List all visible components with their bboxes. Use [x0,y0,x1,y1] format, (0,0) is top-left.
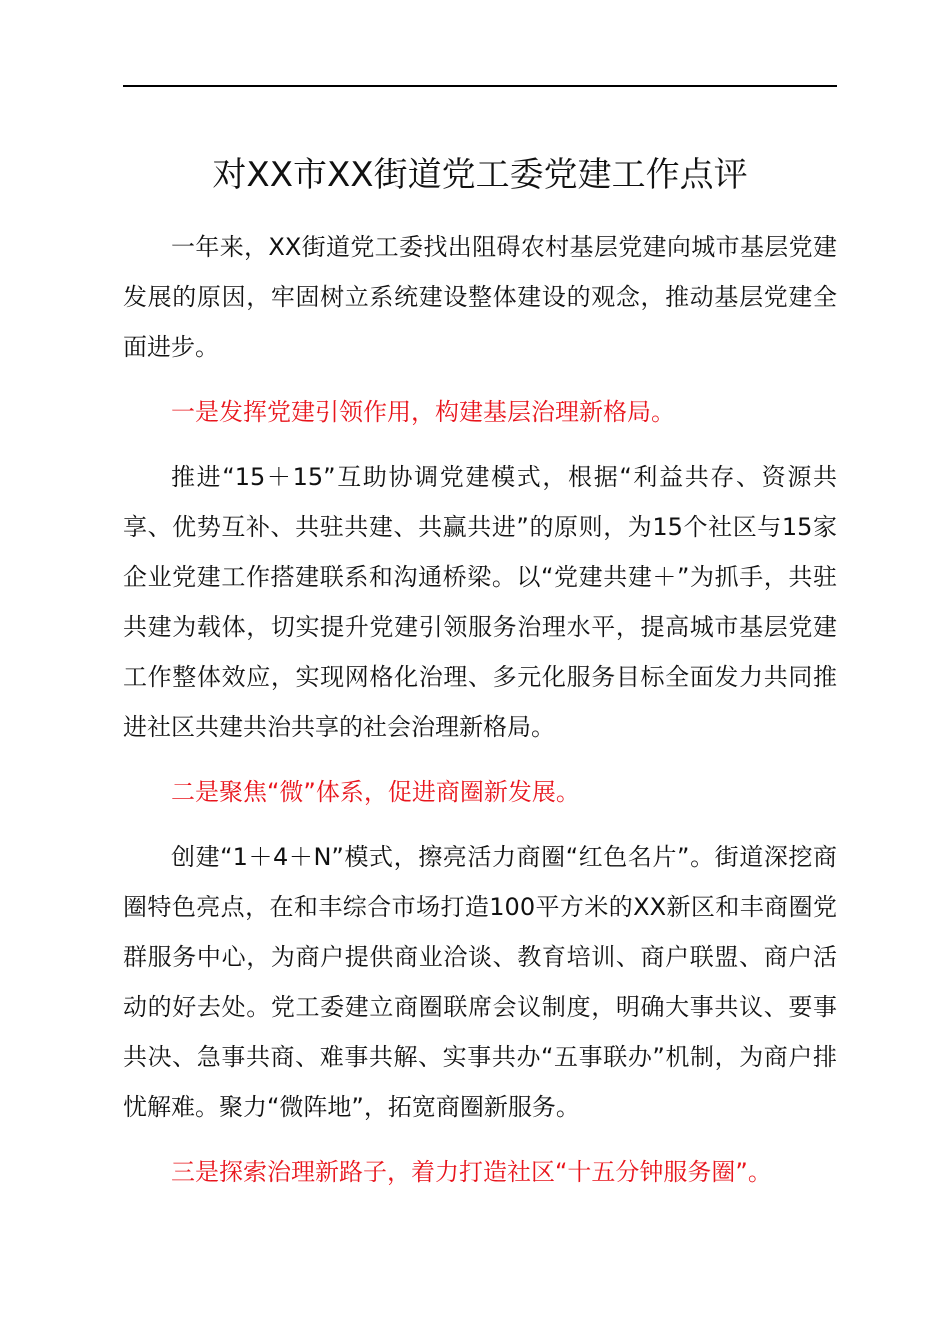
paragraph-intro: 一年来，XX街道党工委找出阻碍农村基层党建向城市基层党建发展的原因，牢固树立系统建设整体建设的观念，推动基层党建全面进步。 [123,233,837,361]
paragraph-section-2: 创建“1＋4＋N”模式，擦亮活力商圈“红色名片”。街道深挖商圈特色亮点，在和丰综合市场打造100平方米的XX新区和丰商圈党群服务中心，为商户提供商业洽谈、教育培训、商户联盟、商户活动的好去处。党工委建立商圈联席会议制度，明确大事共议、要事共决、急事共商、难事共解、实事共办“五事联办”机制，为商户排忧解难。聚力“微阵地”，拓宽商圈新服务。 [123,843,837,1121]
section-heading-1: 一是发挥党建引领作用，构建基层治理新格局。 [171,398,675,426]
document-title: 对XX市XX街道党工委党建工作点评 [212,155,748,195]
document-body [123,222,837,1197]
section-heading-3: 三是探索治理新路子，着力打造社区“十五分钟服务圈”。 [171,1158,772,1186]
header-rule [123,85,837,87]
section-heading-2: 二是聚焦“微”体系，促进商圈新发展。 [171,778,580,806]
paragraph-section-1: 推进“15＋15”互助协调党建模式，根据“利益共存、资源共享、优势互补、共驻共建、共赢共进”的原则，为15个社区与15家企业党建工作搭建联系和沟通桥梁。以“党建共建＋”为抓手，共驻共建为载体，切实提升党建引领服务治理水平，提高城市基层党建工作整体效应，实现网格化治理、多元化服务目标全面发力共同推进社区共建共治共享的社会治理新格局。 [123,463,837,741]
